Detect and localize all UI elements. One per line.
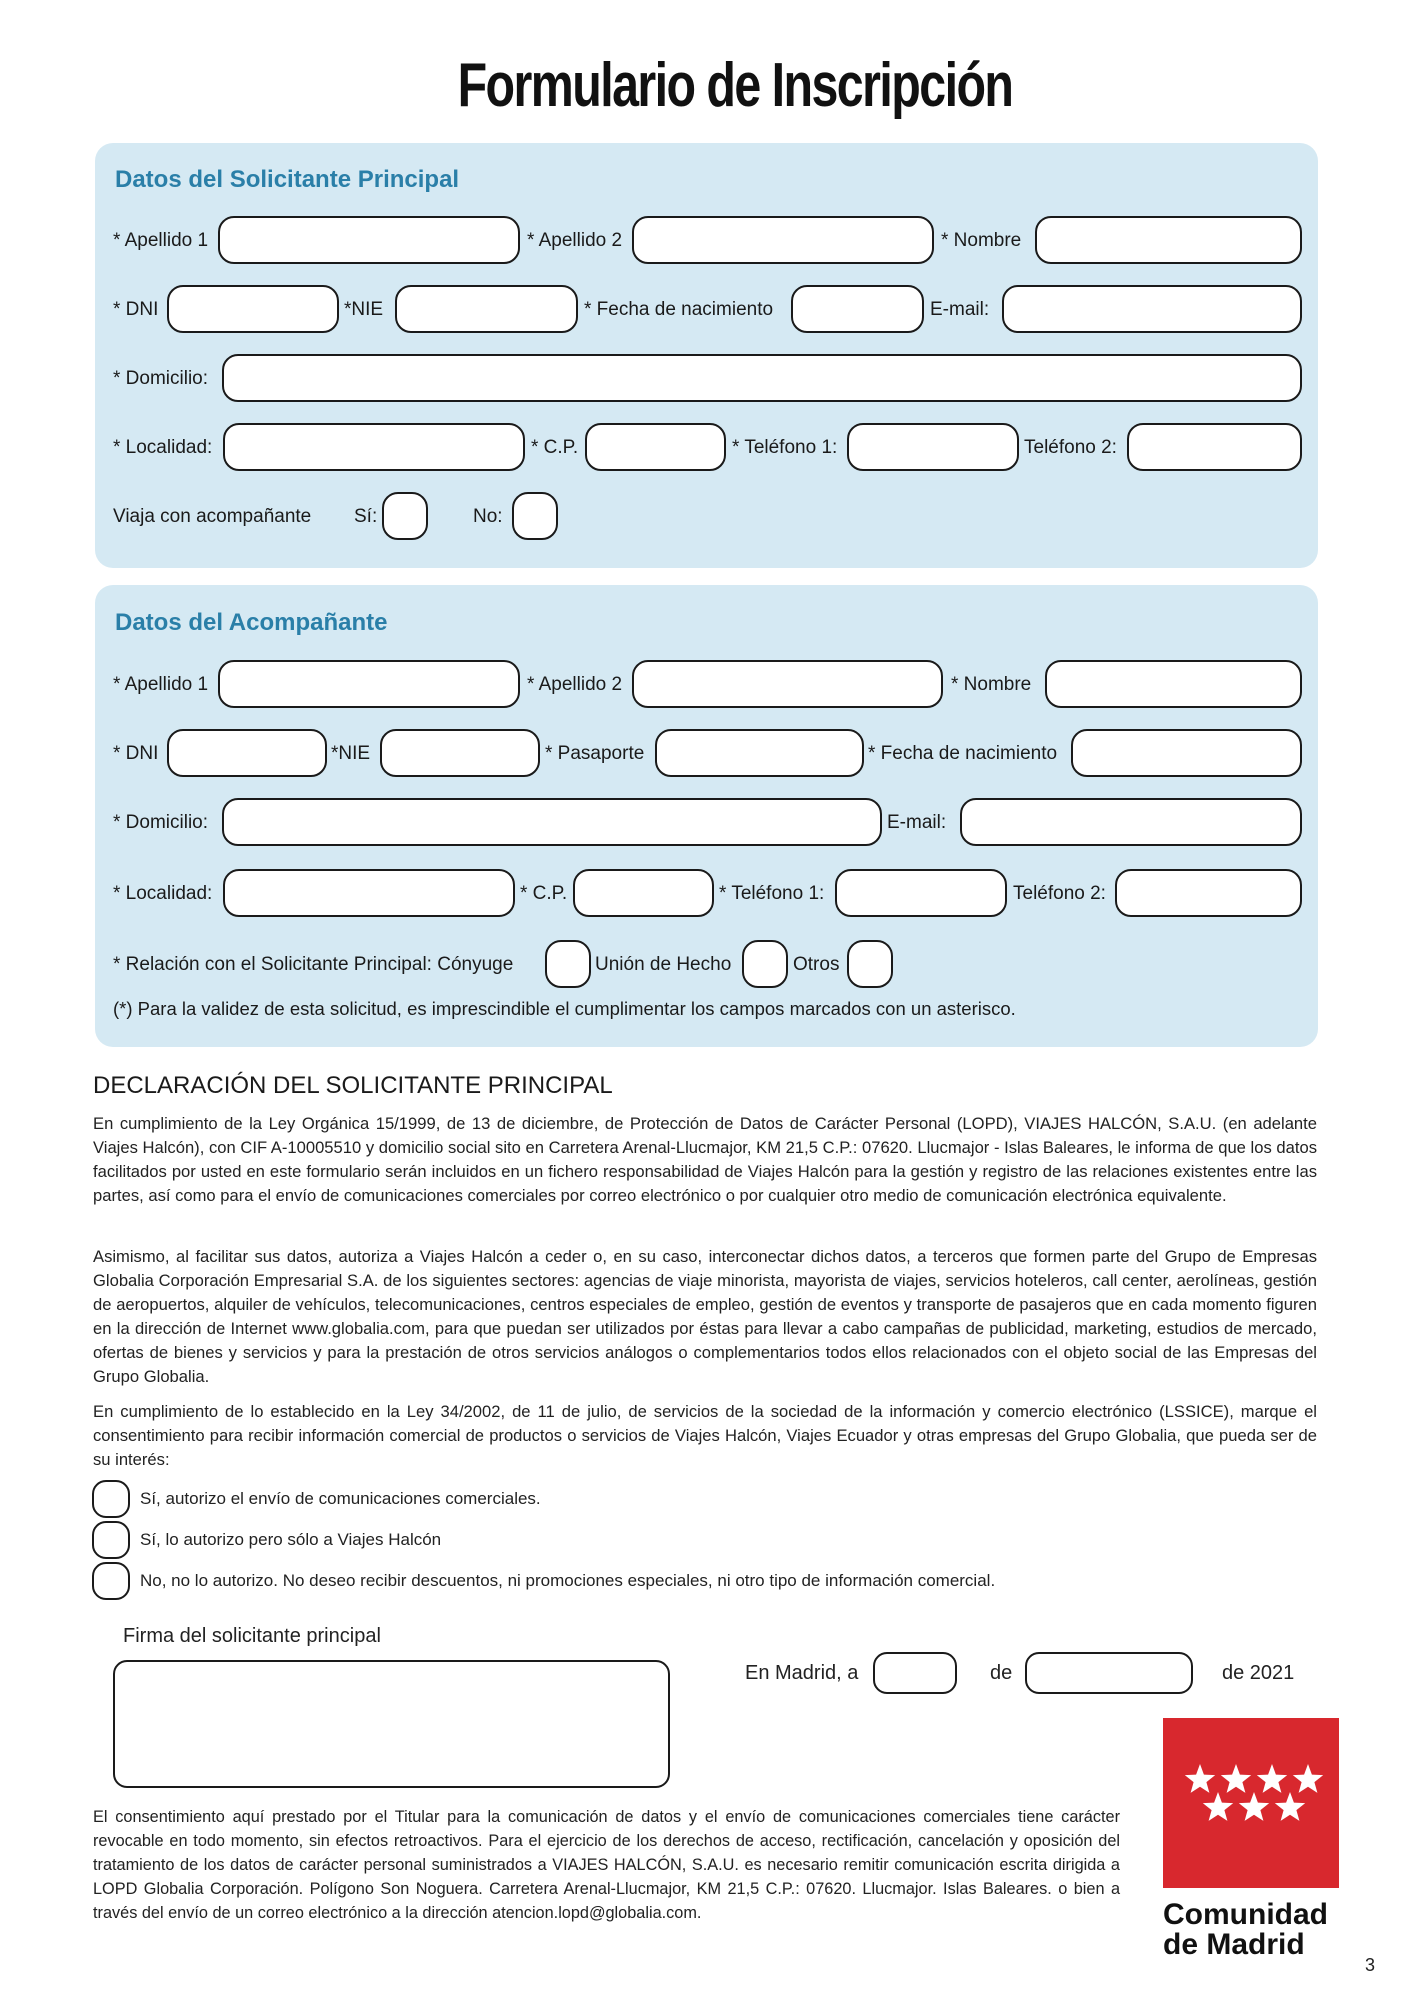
day-field[interactable] xyxy=(873,1652,957,1694)
companion-panel xyxy=(95,585,1318,1047)
applicant-panel xyxy=(95,143,1318,568)
telefono1-label: * Teléfono 1: xyxy=(732,437,838,458)
no-label: No: xyxy=(473,506,503,527)
comp-telefono2-field[interactable] xyxy=(1115,869,1302,917)
comp-cp-field[interactable] xyxy=(573,869,714,917)
comp-fecha-label: * Fecha de nacimiento xyxy=(868,743,1058,764)
comp-nie-field[interactable] xyxy=(380,729,540,777)
comp-nombre-label: * Nombre xyxy=(951,674,1032,695)
dni-label: * DNI xyxy=(113,299,159,320)
consent-halcon-label: Sí, lo autorizo pero sólo a Viajes Halcón xyxy=(140,1530,442,1549)
acompanante-label: Viaja con acompañante xyxy=(113,506,312,527)
comp-domicilio-field[interactable] xyxy=(222,798,882,846)
cp-field[interactable] xyxy=(585,423,726,471)
madrid-flag xyxy=(1163,1718,1339,1888)
flag-star xyxy=(1221,1764,1251,1793)
si-label: Sí: xyxy=(354,506,378,527)
apellido2-label: * Apellido 2 xyxy=(527,230,623,251)
apellido1-label: * Apellido 1 xyxy=(113,230,209,251)
consent-none-label: No, no lo autorizo. No deseo recibir descuentos, ni promociones especiales, ni otro tipo de información comercial. xyxy=(140,1571,996,1590)
nie-label: *NIE xyxy=(344,299,384,320)
comp-cp-label: * C.P. xyxy=(520,883,568,904)
comp-email-label: E-mail: xyxy=(887,812,947,833)
relacion-label: * Relación con el Solicitante Principal: Cónyuge xyxy=(113,954,514,975)
telefono2-label: Teléfono 2: xyxy=(1024,437,1117,458)
cp-label: * C.P. xyxy=(531,437,579,458)
declaration-heading: DECLARACIÓN DEL SOLICITANTE PRINCIPAL xyxy=(93,1072,613,1099)
comp-fecha-field[interactable] xyxy=(1071,729,1302,777)
dni-field[interactable] xyxy=(167,285,339,333)
comp-nombre-field[interactable] xyxy=(1045,660,1302,708)
companion-heading: Datos del Acompañante xyxy=(115,609,388,636)
logo-text-line1: Comunidad xyxy=(1163,1898,1328,1931)
union-hecho-checkbox[interactable] xyxy=(742,940,788,988)
comp-nie-label: *NIE xyxy=(331,743,371,764)
flag-star xyxy=(1275,1792,1305,1821)
flag-star xyxy=(1257,1764,1287,1793)
consent-none-checkbox[interactable] xyxy=(92,1562,130,1600)
page-number: 3 xyxy=(1365,1955,1376,1975)
logo-text-line2: de Madrid xyxy=(1163,1928,1305,1961)
comp-localidad-label: * Localidad: xyxy=(113,883,213,904)
otros-label: Otros xyxy=(793,954,840,975)
consent-all-label: Sí, autorizo el envío de comunicaciones comerciales. xyxy=(140,1489,541,1508)
comp-telefono1-label: * Teléfono 1: xyxy=(719,883,825,904)
comp-telefono2-label: Teléfono 2: xyxy=(1013,883,1106,904)
stars-icon xyxy=(1163,1718,1339,1888)
comp-apellido1-label: * Apellido 1 xyxy=(113,674,209,695)
comp-dni-field[interactable] xyxy=(167,729,327,777)
consent-halcon-checkbox[interactable] xyxy=(92,1521,130,1559)
email-label: E-mail: xyxy=(930,299,990,320)
flag-star xyxy=(1203,1792,1233,1821)
comp-telefono1-field[interactable] xyxy=(835,869,1007,917)
flag-star xyxy=(1239,1792,1269,1821)
localidad-label: * Localidad: xyxy=(113,437,213,458)
comp-apellido2-field[interactable] xyxy=(632,660,943,708)
footer-consent-text: El consentimiento aquí prestado por el Titular para la comunicación de datos y el envío de comunicaciones comerciales tiene carácter revocable en todo momento, sin efectos retroactivos. Para el ejercicio de los derechos de acceso, rectificación, cancelación y oposición del tratamiento de los datos de carácter personal suministrados a VIAJES HALCÓN, S.A.U. es necesario remitir comunicación escrita dirigida a LOPD Globalia Corporación. Polígono Son Noguera. Carretera Arenal-Llucmajor, KM 21,5 C.P.: 07620. Llucmajor. Islas Baleares. o bien a través del envío de un correo electrónico a la dirección atencion.lopd@globalia.com. xyxy=(93,1808,1120,1922)
flag-star xyxy=(1293,1764,1323,1793)
comp-pasaporte-label: * Pasaporte xyxy=(545,743,645,764)
union-label: Unión de Hecho xyxy=(595,954,732,975)
nombre-label: * Nombre xyxy=(941,230,1022,251)
telefono1-field[interactable] xyxy=(847,423,1019,471)
signature-label: Firma del solicitante principal xyxy=(123,1625,381,1647)
de-label: de xyxy=(990,1662,1013,1684)
domicilio-field[interactable] xyxy=(222,354,1302,402)
month-field[interactable] xyxy=(1025,1652,1193,1694)
comp-localidad-field[interactable] xyxy=(223,869,515,917)
localidad-field[interactable] xyxy=(223,423,525,471)
domicilio-label: * Domicilio: xyxy=(113,368,209,389)
applicant-heading: Datos del Solicitante Principal xyxy=(115,166,460,193)
asterisk-note: (*) Para la validez de esta solicitud, es imprescindible el cumplimentar los campos marcados con un asterisco. xyxy=(113,998,1016,1019)
comp-dni-label: * DNI xyxy=(113,743,159,764)
year-label: de 2021 xyxy=(1222,1662,1295,1684)
place-label: En Madrid, a xyxy=(745,1662,859,1684)
declaration-paragraph-2: Asimismo, al facilitar sus datos, autoriza a Viajes Halcón a ceder o, en su caso, interconectar dichos datos, a terceros que formen parte del Grupo de Empresas Globalia Corporación Empresarial S.A. de los siguientes sectores: agencias de viaje minorista, mayorista de viajes, servicios hoteleros, call center, aerolíneas, gestión de aeropuertos, alquiler de vehículos, telecomunicaciones, centros especiales de empleo, gestión de eventos y transporte de pasajeros que en cada momento figuren en la dirección de Internet www.globalia.com, para que puedan ser utilizados por éstas para llevar a cabo campañas de publicidad, marketing, estudios de mercado, ofertas de bienes y servicios y para la prestación de otros servicios análogos o complementarios todos ellos relacionados con el objeto social de las Empresas del Grupo Globalia. xyxy=(93,1247,1317,1386)
comunidad-madrid-logo xyxy=(1163,1718,1339,1960)
comp-apellido2-label: * Apellido 2 xyxy=(527,674,623,695)
fecha-nacimiento-field[interactable] xyxy=(791,285,924,333)
page-title: Formulario de Inscripción xyxy=(457,51,1013,120)
comp-domicilio-label: * Domicilio: xyxy=(113,812,209,833)
comp-pasaporte-field[interactable] xyxy=(655,729,864,777)
declaration-paragraph-3: En cumplimiento de lo establecido en la Ley 34/2002, de 11 de julio, de servicios de la sociedad de la información y comercio electrónico (LSSICE), marque el consentimiento para recibir información comercial de productos o servicios de Viajes Halcón, Viajes Ecuador y otras empresas del Grupo Globalia, que pueda ser de su interés: xyxy=(93,1402,1317,1469)
comp-apellido1-field[interactable] xyxy=(218,660,520,708)
nie-field[interactable] xyxy=(395,285,578,333)
fecha-nacimiento-label: * Fecha de nacimiento xyxy=(584,299,774,320)
otros-checkbox[interactable] xyxy=(847,940,893,988)
apellido1-field[interactable] xyxy=(218,216,520,264)
comp-email-field[interactable] xyxy=(960,798,1302,846)
email-field[interactable] xyxy=(1002,285,1302,333)
nombre-field[interactable] xyxy=(1035,216,1302,264)
acompanante-no-checkbox[interactable] xyxy=(512,492,558,540)
signature-field[interactable] xyxy=(113,1660,670,1788)
flag-star xyxy=(1185,1764,1215,1793)
conyuge-checkbox[interactable] xyxy=(545,940,591,988)
acompanante-si-checkbox[interactable] xyxy=(382,492,428,540)
consent-all-checkbox[interactable] xyxy=(92,1480,130,1518)
telefono2-field[interactable] xyxy=(1127,423,1302,471)
declaration-paragraph-1: En cumplimiento de la Ley Orgánica 15/1999, de 13 de diciembre, de Protección de Datos de Carácter Personal (LOPD), VIAJES HALCÓN, S.A.U. (en adelante Viajes Halcón), con CIF A-10005510 y domicilio social sito en Carretera Arenal-Llucmajor, KM 21,5 C.P.: 07620. Llucmajor - Islas Baleares, le informa de que los datos facilitados por usted en este formulario serán incluidos en un fichero responsabilidad de Viajes Halcón para la gestión y registro de las relaciones existentes entre las partes, así como para el envío de comunicaciones comerciales por correo electrónico o por cualquier otro medio de comunicación electrónica equivalente. xyxy=(93,1114,1317,1205)
apellido2-field[interactable] xyxy=(632,216,934,264)
